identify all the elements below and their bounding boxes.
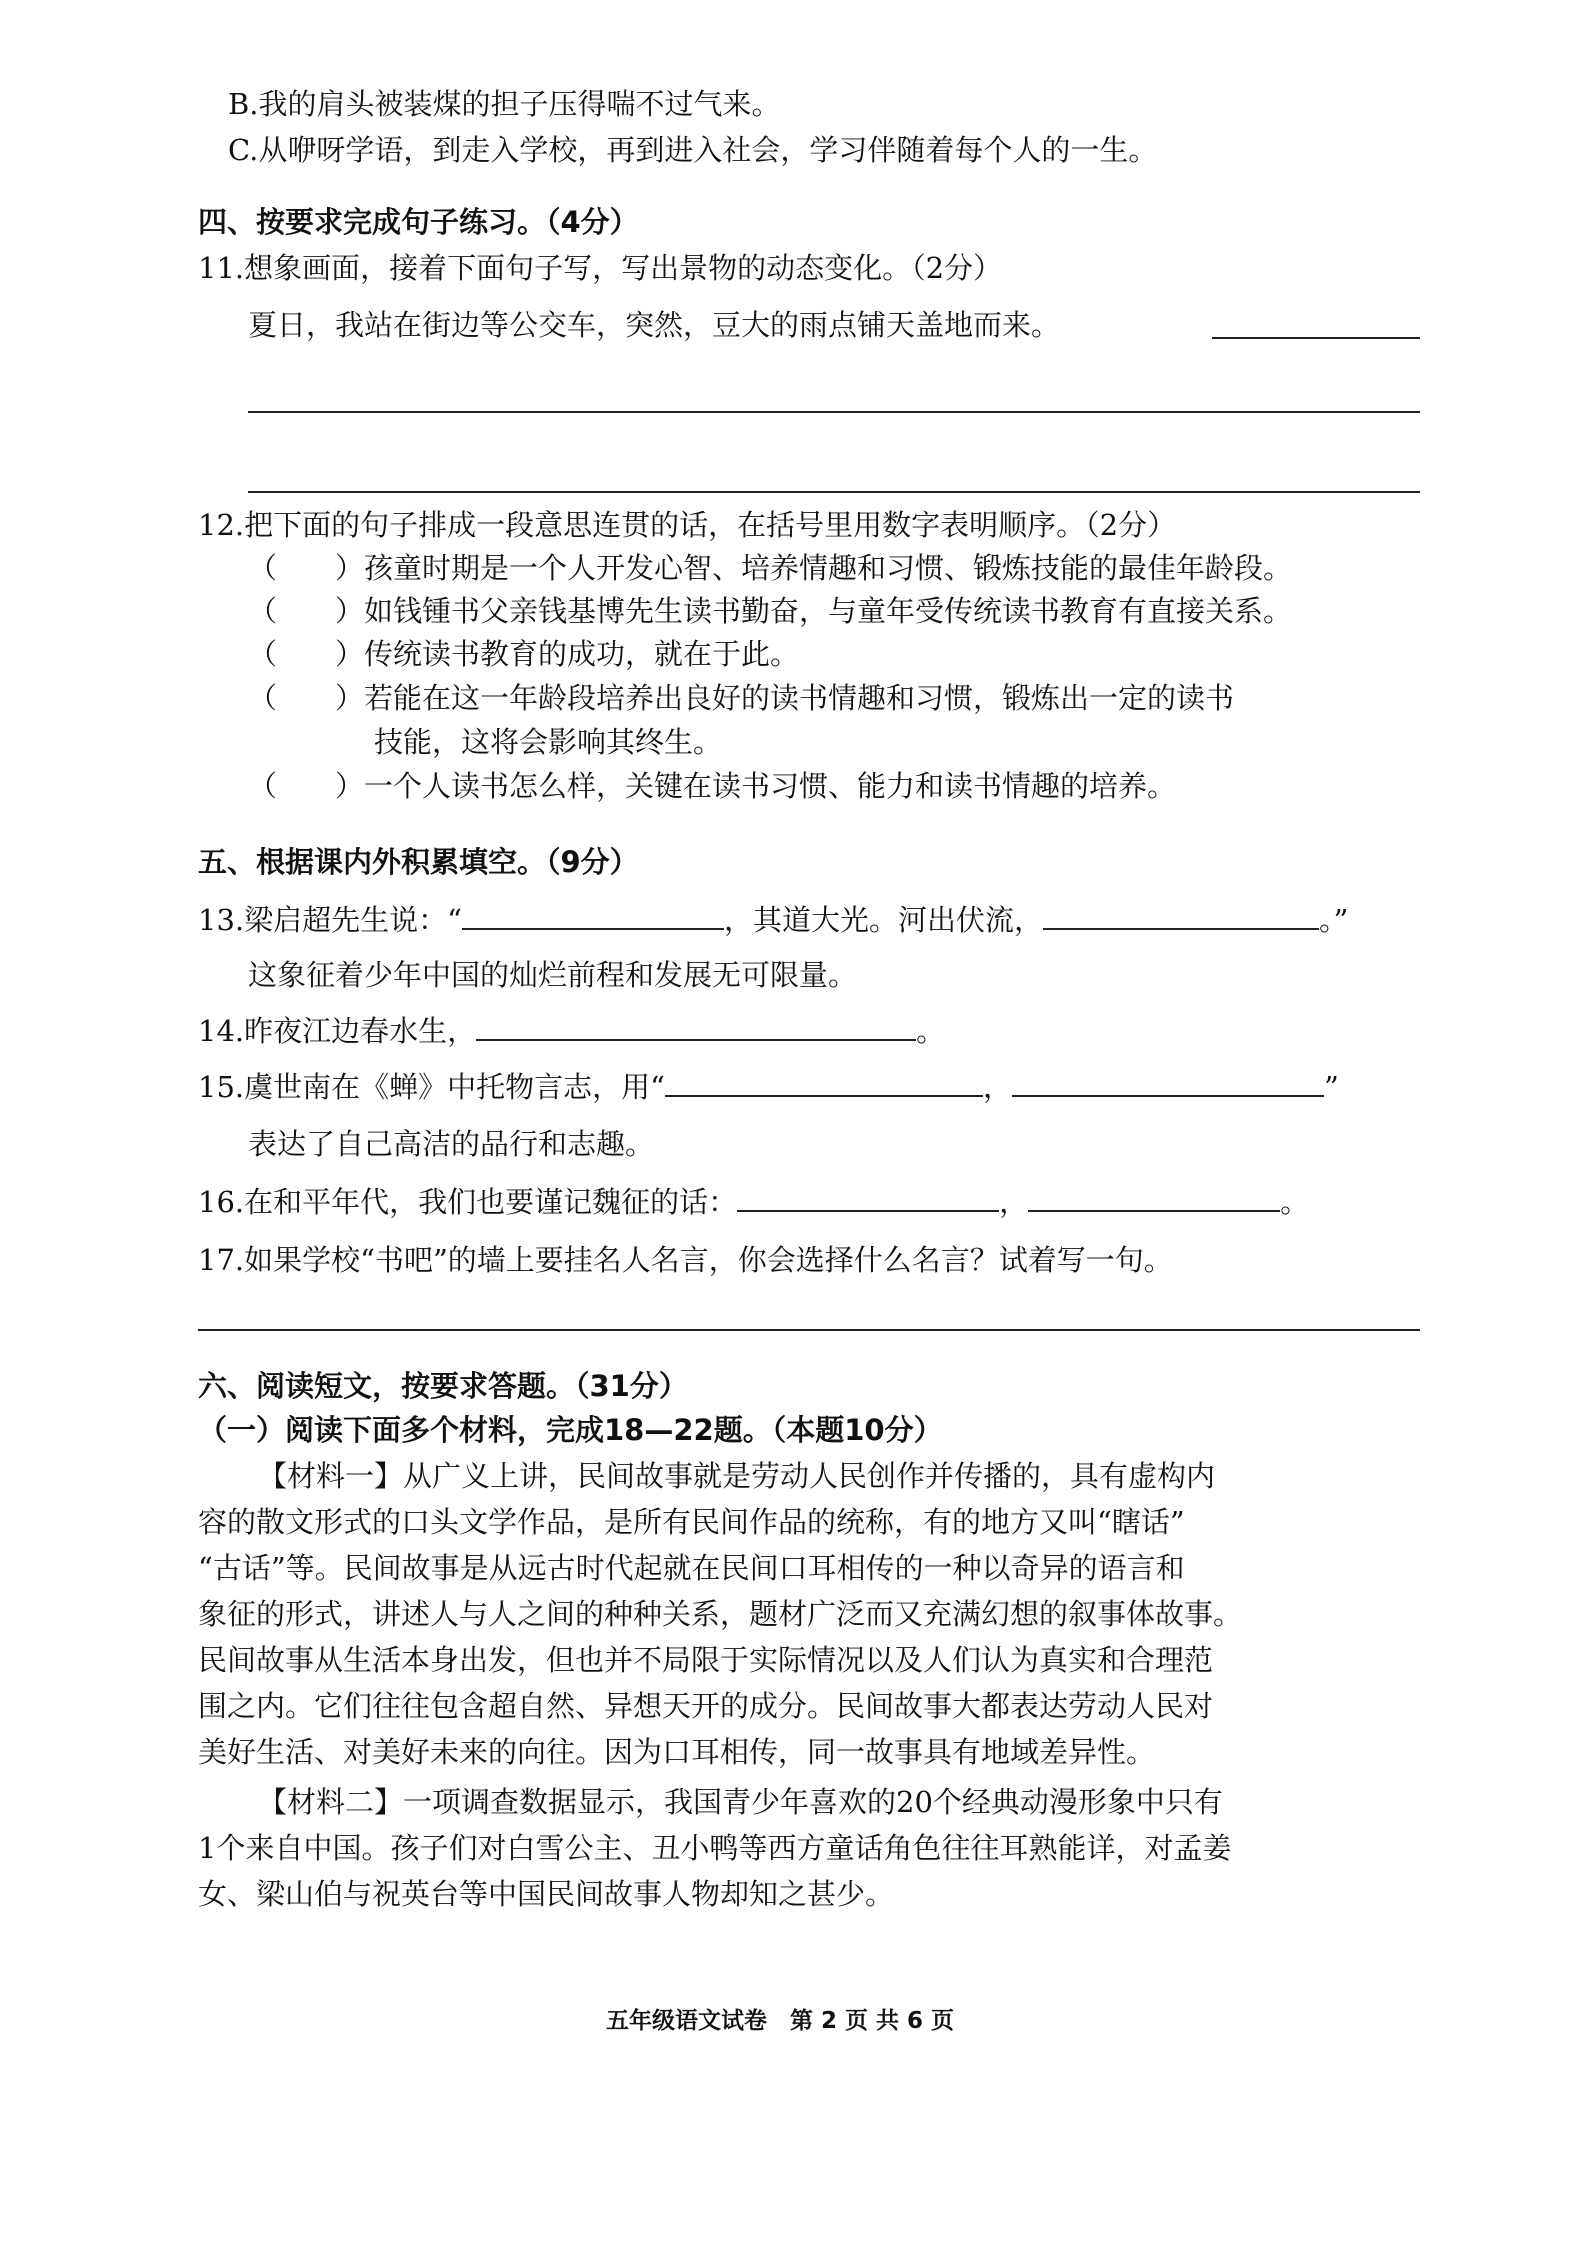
- question-15-line2: 表达了自己高洁的品行和志趣。: [248, 1127, 655, 1161]
- question-15: [198, 1067, 1339, 1107]
- order-item-5[interactable]: （ ）一个人读书怎么样，关键在读书习惯、能力和读书情趣的培养。: [248, 769, 1177, 803]
- page-footer: 五年级语文试卷 第 2 页 共 6 页: [606, 2008, 955, 2034]
- passage-line-8: 【材料二】一项调查数据显示，我国青少年喜欢的20个经典动漫形象中只有: [258, 1785, 1223, 1819]
- order-item-4-cont: 技能，这将会影响其终生。: [374, 725, 723, 759]
- passage-line-4: 象征的形式，讲述人与人之间的种种关系，题材广泛而又充满幻想的叙事体故事。: [198, 1597, 1243, 1631]
- passage-line-6: 围之内。它们往往包含超自然、异想天开的成分。民间故事大都表达劳动人民对: [198, 1689, 1214, 1723]
- question-14: [198, 1011, 945, 1051]
- passage-line-7: 美好生活、对美好未来的向往。因为口耳相传，同一故事具有地域差异性。: [198, 1735, 1156, 1769]
- q15-text-b: ，: [982, 1070, 1012, 1104]
- q14-text-b: 。: [916, 1014, 946, 1048]
- section5-heading: 五、根据课内外积累填空。（9分）: [198, 845, 639, 879]
- question-12: 12.把下面的句子排成一段意思连贯的话，在括号里用数字表明顺序。（2分）: [198, 508, 1177, 542]
- order-item-1[interactable]: （ ）孩童时期是一个人开发心智、培养情趣和习惯、锻炼技能的最佳年龄段。: [248, 551, 1293, 585]
- answer-line-11a[interactable]: [1212, 337, 1420, 339]
- section4-heading: 四、按要求完成句子练习。（4分）: [198, 205, 639, 239]
- blank-16a[interactable]: [737, 1182, 999, 1212]
- q13-text-a: 13.梁启超先生说：“: [198, 903, 462, 937]
- blank-15a[interactable]: [665, 1067, 983, 1097]
- q15-text-a: 15.虞世南在《蝉》中托物言志，用“: [198, 1070, 665, 1104]
- passage-line-9: 1个来自中国。孩子们对白雪公主、丑小鸭等西方童话角色往往耳熟能详，对孟姜: [198, 1831, 1232, 1865]
- question-11-prompt: 夏日，我站在街边等公交车，突然，豆大的雨点铺天盖地而来。: [248, 308, 1061, 342]
- answer-line-17[interactable]: [198, 1329, 1420, 1331]
- question-13: [198, 900, 1348, 940]
- answer-line-11b[interactable]: [248, 411, 1420, 413]
- blank-13b[interactable]: [1043, 900, 1319, 930]
- q15-text-c: ”: [1323, 1070, 1339, 1104]
- order-item-4[interactable]: （ ）若能在这一年龄段培养出良好的读书情趣和习惯，锻炼出一定的读书: [248, 681, 1235, 715]
- order-item-3[interactable]: （ ）传统读书教育的成功，就在于此。: [248, 637, 800, 671]
- q16-text-c: 。: [1280, 1185, 1310, 1219]
- order-item-2[interactable]: （ ）如钱锺书父亲钱基博先生读书勤奋，与童年受传统读书教育有直接关系。: [248, 594, 1293, 628]
- blank-13a[interactable]: [462, 900, 724, 930]
- blank-14[interactable]: [476, 1011, 916, 1041]
- section6-subheading: （一）阅读下面多个材料，完成18—22题。（本题10分）: [198, 1413, 943, 1447]
- blank-15b[interactable]: [1012, 1067, 1324, 1097]
- passage-line-1: 【材料一】从广义上讲，民间故事就是劳动人民创作并传播的，具有虚构内: [258, 1459, 1216, 1493]
- question-16: [198, 1182, 1309, 1222]
- passage-line-10: 女、梁山伯与祝英台等中国民间故事人物却知之甚少。: [198, 1877, 895, 1911]
- q16-text-b: ，: [999, 1185, 1029, 1219]
- question-11: 11.想象画面，接着下面句子写，写出景物的动态变化。（2分）: [198, 251, 1003, 285]
- section6-heading: 六、阅读短文，按要求答题。（31分）: [198, 1369, 688, 1403]
- option-c: C.从咿呀学语，到走入学校，再到进入社会，学习伴随着每个人的一生。: [228, 133, 1158, 167]
- answer-line-11c[interactable]: [248, 491, 1420, 493]
- question-17: 17.如果学校“书吧”的墙上要挂名人名言，你会选择什么名言？试着写一句。: [198, 1243, 1173, 1277]
- passage-line-2: 容的散文形式的口头文学作品，是所有民间作品的统称，有的地方又叫“瞎话”: [198, 1505, 1185, 1539]
- option-b: B.我的肩头被装煤的担子压得喘不过气来。: [228, 87, 781, 121]
- question-13-line2: 这象征着少年中国的灿烂前程和发展无可限量。: [248, 958, 858, 992]
- q13-text-c: 。”: [1318, 903, 1349, 937]
- passage-line-5: 民间故事从生活本身出发，但也并不局限于实际情况以及人们认为真实和合理范: [198, 1643, 1214, 1677]
- blank-16b[interactable]: [1028, 1182, 1280, 1212]
- q14-text-a: 14.昨夜江边春水生，: [198, 1014, 477, 1048]
- q13-text-b: ，其道大光。河出伏流，: [723, 903, 1043, 937]
- q16-text-a: 16.在和平年代，我们也要谨记魏征的话：: [198, 1185, 738, 1219]
- passage-line-3: “古话”等。民间故事是从远古时代起就在民间口耳相传的一种以奇异的语言和: [198, 1551, 1185, 1585]
